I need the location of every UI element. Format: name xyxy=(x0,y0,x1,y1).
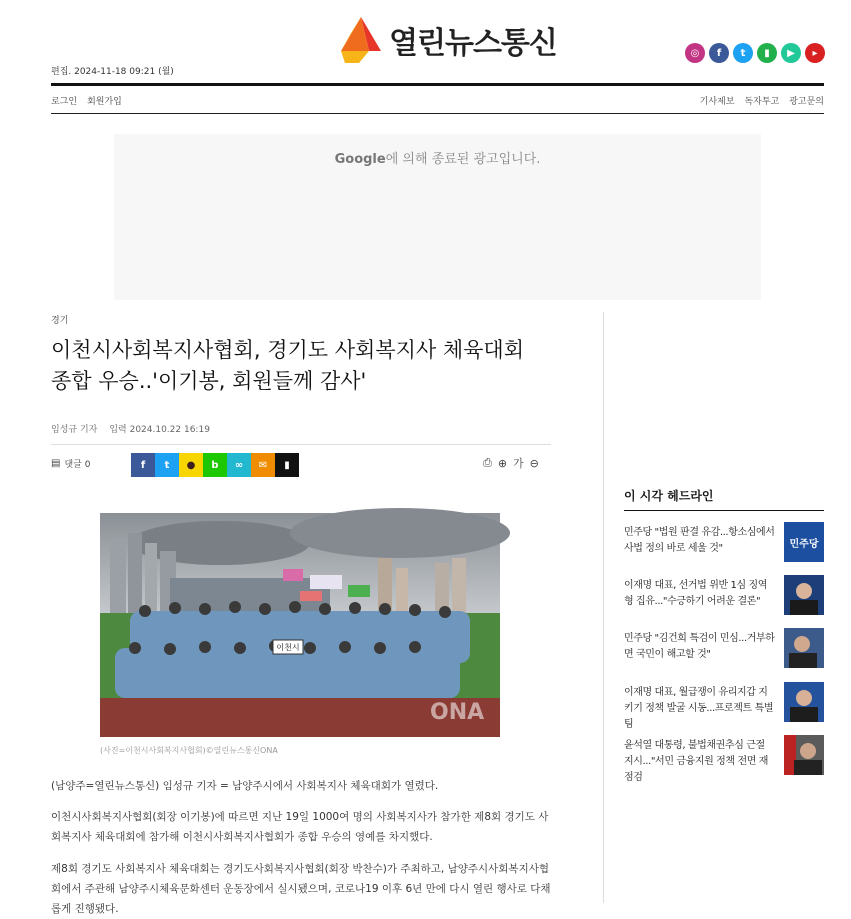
photo-watermark: ONA xyxy=(430,700,485,725)
article-meta xyxy=(51,422,210,435)
ad-slot xyxy=(114,134,761,300)
headline-item[interactable] xyxy=(624,628,824,670)
headline-text[interactable]: 민주당 "김건희 특검이 민심...거부하면 국민이 해고할 것" xyxy=(624,633,775,660)
ad-message: 에 의해 종료된 광고입니다. xyxy=(385,152,541,167)
comment-label: 댓글 0 xyxy=(64,460,91,470)
photo-caption: (사진=이천시사회복지사협회)©열린뉴스통신ONA xyxy=(100,746,278,755)
ad-inquiry-link[interactable]: 광고문의 xyxy=(789,97,824,107)
site-logo[interactable] xyxy=(337,15,557,65)
comment-count[interactable] xyxy=(51,457,90,470)
article-tools xyxy=(483,455,539,471)
published-date: 입력 2024.10.22 16:19 xyxy=(109,425,210,435)
kakao-icon[interactable]: ▮ xyxy=(757,43,777,63)
share-facebook-icon[interactable]: f xyxy=(131,453,155,477)
nav-divider xyxy=(51,113,824,114)
share-bar xyxy=(131,453,299,477)
share-twitter-icon[interactable]: t xyxy=(155,453,179,477)
paragraph-3: 제8회 경기도 사회복지사 체육대회는 경기도사회복지사협회(회장 박찬수)가 주최하고, 남양주시사회복지사협회에서 주관해 남양주시체육문화센터 운동장에서 실시됐으며, 코로나19 이후 6년 만에 다시 열린 행사로 다채롭게 진행됐다. xyxy=(51,863,551,915)
google-label: Google xyxy=(334,152,386,167)
headline-text[interactable]: 민주당 "법원 판결 유감...항소심에서 사법 정의 바로 세울 것" xyxy=(624,527,775,554)
share-email-icon[interactable]: ✉ xyxy=(251,453,275,477)
zoom-in-icon[interactable]: ⊕ xyxy=(497,456,508,470)
thumb-text: 민주당 xyxy=(789,538,819,550)
paragraph-2: 이천시사회복지사협회(회장 이기봉)에 따르면 지난 19일 1000여 명의 사회복지사가 참가한 제8회 경기도 사회복지사 체육대회에 참가해 이천시사회복지사협회가 종합 우승의 영예를 차지했다. xyxy=(51,811,549,843)
headline-thumbnail[interactable] xyxy=(784,522,824,562)
paragraph-1: (남양주=열린뉴스통신) 임성규 기자 = 남양주시에서 사회복지사 체육대회가 열렸다. xyxy=(51,780,439,792)
article-title xyxy=(51,335,551,397)
headline-thumbnail[interactable] xyxy=(784,575,824,615)
sidebar-title: 이 시각 헤드라인 xyxy=(624,489,714,503)
headline-thumbnail[interactable] xyxy=(784,735,824,775)
headline-item[interactable] xyxy=(624,522,824,564)
bookmark-icon[interactable]: ▮ xyxy=(275,453,299,477)
twitter-icon[interactable]: t xyxy=(733,43,753,63)
signup-link[interactable]: 회원가입 xyxy=(87,97,122,107)
headline-text[interactable]: 이재명 대표, 월급쟁이 유리지갑 지키기 정책 발굴 시동...프로젝트 특별팀 xyxy=(624,687,774,730)
report-link[interactable]: 기사제보 xyxy=(699,97,735,107)
headline-thumbnail[interactable] xyxy=(784,628,824,668)
login-link[interactable]: 로그인 xyxy=(51,97,78,107)
member-nav xyxy=(51,94,122,107)
site-name: 열린뉴스통신 xyxy=(389,26,557,61)
social-links xyxy=(685,43,825,63)
instagram-icon[interactable]: ◎ xyxy=(685,43,705,63)
contribute-link[interactable]: 독자투고 xyxy=(744,97,780,107)
play-icon[interactable]: ▶ xyxy=(781,43,801,63)
headline-text[interactable]: 윤석열 대통령, 불법채권추심 근절 지시..."서민 금융지원 정책 전면 재점검 xyxy=(624,740,769,783)
article-category[interactable]: 경기 xyxy=(51,316,69,326)
edit-date: 편집. 2024-11-18 09:21 (월) xyxy=(51,67,174,77)
title-line-2: 종합 우승..'이기봉, 회원들께 감사' xyxy=(51,369,367,393)
header-divider xyxy=(51,83,824,86)
headline-item[interactable] xyxy=(624,682,824,730)
utility-nav xyxy=(700,94,824,107)
headline-thumbnail[interactable] xyxy=(784,682,824,722)
share-kakaostory-icon[interactable]: ● xyxy=(179,453,203,477)
author: 임성규 기자 xyxy=(51,425,98,435)
print-icon[interactable]: ⎙ xyxy=(483,456,492,469)
photo-sign-text: 이천시 xyxy=(276,643,300,652)
column-divider xyxy=(603,312,604,903)
meta-divider xyxy=(51,444,551,445)
youtube-icon[interactable]: ▸ xyxy=(805,43,825,63)
article-photo xyxy=(100,513,500,737)
headline-text[interactable]: 이재명 대표, 선거법 위반 1심 징역형 집유..."수긍하기 어려운 결론" xyxy=(624,580,768,607)
font-size-label: 가 xyxy=(513,457,524,470)
share-band-icon[interactable]: b xyxy=(203,453,227,477)
headline-item[interactable] xyxy=(624,575,824,617)
title-line-1: 이천시사회복지사협회, 경기도 사회복지사 체육대회 xyxy=(51,338,524,362)
logo-mark-icon xyxy=(337,15,381,65)
facebook-icon[interactable]: f xyxy=(709,43,729,63)
headline-item[interactable] xyxy=(624,735,824,783)
share-link-icon[interactable]: ∞ xyxy=(227,453,251,477)
comment-icon: ▤ xyxy=(51,458,61,469)
zoom-out-icon[interactable]: ⊖ xyxy=(529,456,539,470)
sidebar-divider xyxy=(624,510,824,511)
